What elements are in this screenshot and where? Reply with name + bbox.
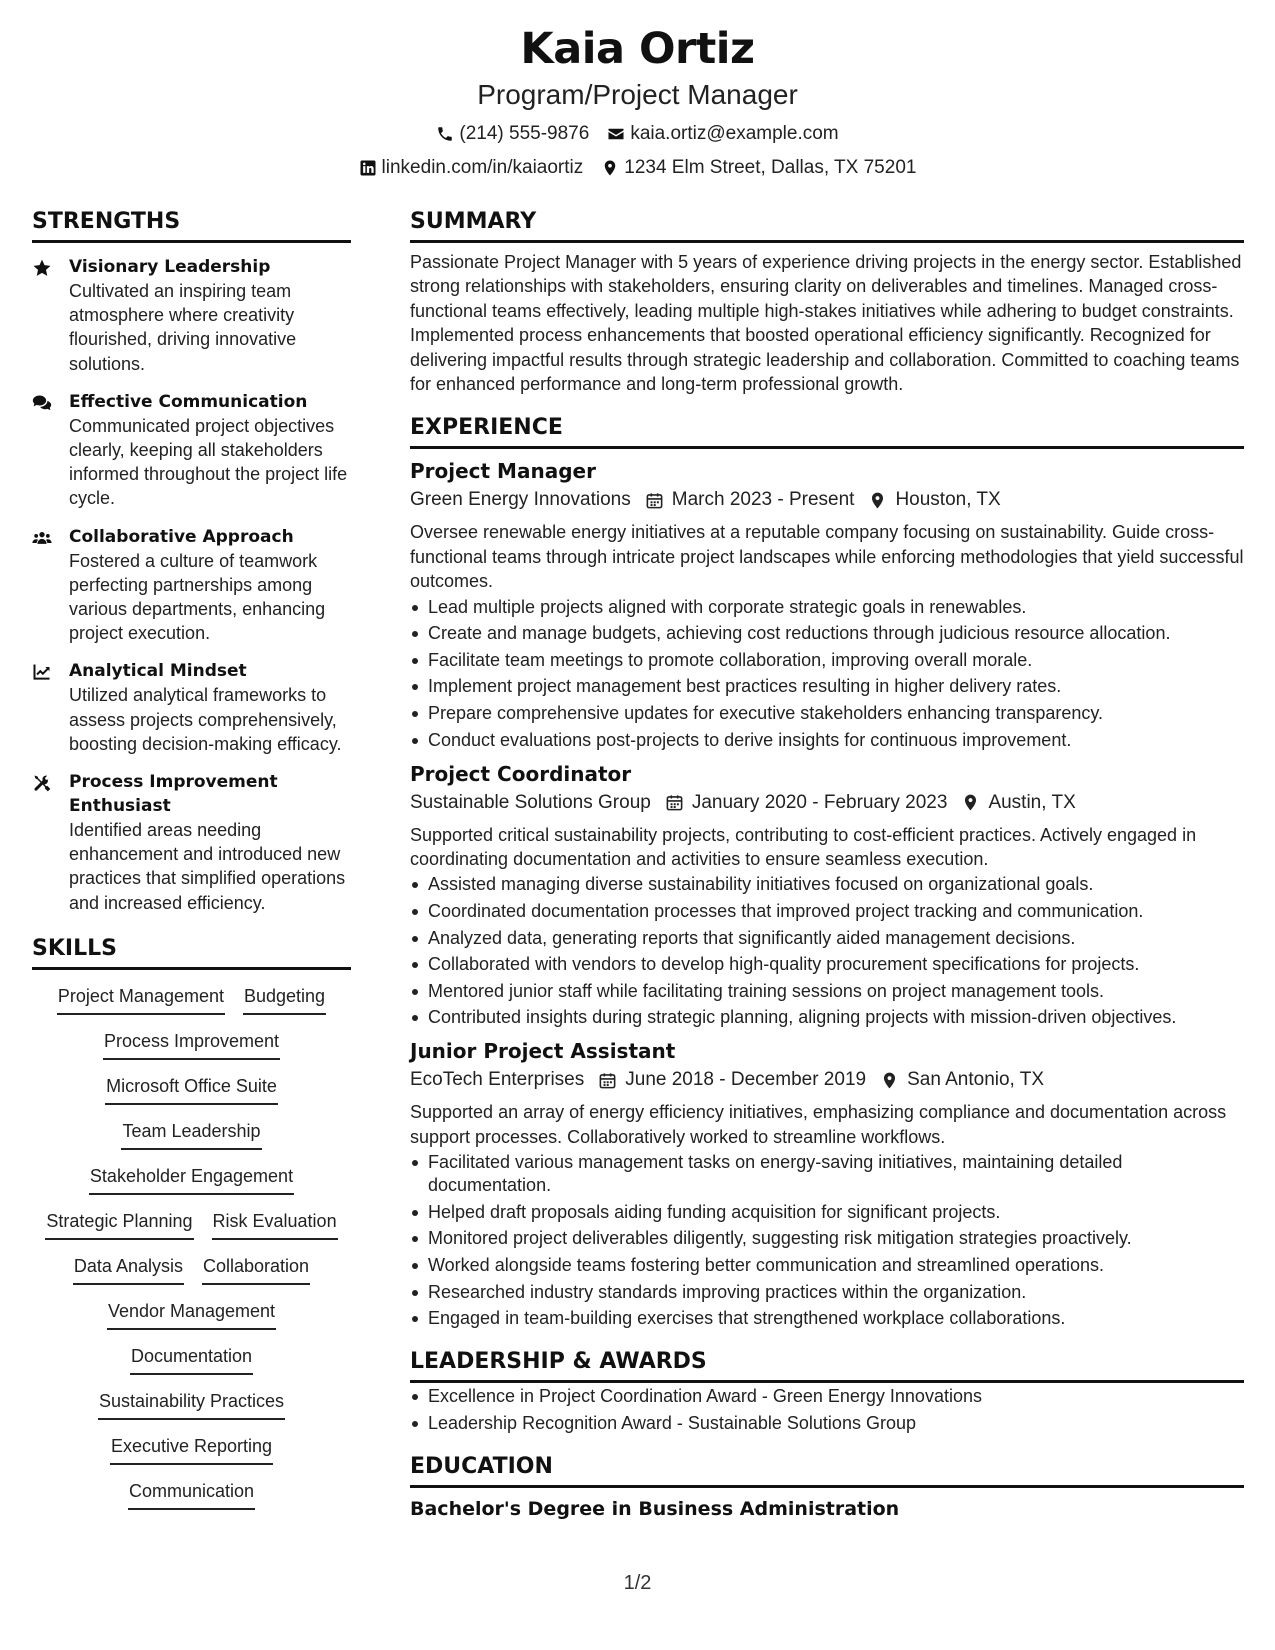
strength-desc: Utilized analytical frameworks to assess projects comprehensively, boosting decision-making efficacy. — [69, 685, 342, 754]
calendar-icon — [598, 1071, 617, 1090]
job-bullets — [410, 596, 1244, 752]
skill-tag: Documentation — [130, 1344, 253, 1375]
location-text: San Antonio, TX — [907, 1069, 1045, 1091]
skill-tag: Data Analysis — [73, 1254, 184, 1285]
phone-text: (214) 555-9876 — [459, 123, 590, 144]
skill-row — [32, 984, 351, 1029]
skill-tag: Stakeholder Engagement — [89, 1164, 294, 1195]
skill-row — [32, 1434, 351, 1479]
strength-desc: Fostered a culture of teamwork perfecting partnerships among various departments, enhancing project execution. — [69, 550, 326, 644]
skill-tag: Microsoft Office Suite — [105, 1074, 278, 1105]
strength-item — [32, 659, 351, 756]
linkedin-text[interactable]: linkedin.com/in/kaiaortiz — [381, 157, 584, 178]
job-dates — [598, 1066, 866, 1094]
education-degree: Bachelor's Degree in Business Administration — [410, 1497, 900, 1520]
skill-tag: Budgeting — [243, 984, 326, 1015]
awards-heading: LEADERSHIP & AWARDS — [410, 1348, 1244, 1383]
job-meta — [410, 486, 1244, 514]
summary-text: Passionate Project Manager with 5 years of experience driving projects in the energy sector. Established strong relationships with stakeholders, ensuring clarity on deliverables and timelines. Managed cross-functional teams effectively, leading multiple high-stakes initiatives while adhering to budget constraints. Implemented process enhancements that boosted operational efficiency significantly. Recognized for delivering impactful results through strategic leadership and collaboration. Committed to coaching teams for enhanced performance and long-term professional growth. — [410, 252, 1242, 395]
skills-section — [32, 935, 351, 1524]
strength-item — [32, 390, 351, 511]
skill-tag: Sustainability Practices — [98, 1389, 285, 1420]
strength-title: Collaborative Approach — [69, 526, 294, 547]
contact-row — [0, 156, 1275, 180]
strength-desc: Communicated project objectives clearly, keeping all stakeholders informed throughout the project life cycle. — [69, 415, 348, 509]
skill-row — [32, 1254, 351, 1299]
job-description: Supported critical sustainability projects, contributing to cost-efficient practices. Actively engaged in coordinating documentation and activities to ensure seamless execution. — [410, 824, 1197, 870]
job-entry — [410, 457, 1244, 751]
company-text: EcoTech Enterprises — [410, 1069, 585, 1091]
contact-row — [0, 122, 1275, 146]
left-column — [32, 208, 351, 1524]
contact-linkedin[interactable] — [359, 156, 584, 180]
job-entry — [410, 760, 1244, 1030]
list-item: Coordinated documentation processes that improved project tracking and communication. — [410, 900, 1244, 923]
candidate-name: Kaia Ortiz — [520, 24, 755, 74]
skill-tag: Process Improvement — [103, 1029, 280, 1060]
job-description: Oversee renewable energy initiatives at a reputable company focusing on sustainability. Guide cross-functional teams through intricate project landscapes while enforcing methodologies that yield successful outcomes. — [410, 522, 1244, 592]
list-item: Leadership Recognition Award - Sustainable Solutions Group — [410, 1412, 1244, 1435]
company-text: Sustainable Solutions Group — [410, 791, 651, 813]
list-item: Researched industry standards improving practices within the organization. — [410, 1281, 1244, 1304]
job-entry — [410, 1037, 1244, 1330]
job-meta — [410, 1066, 1244, 1094]
calendar-icon — [665, 793, 684, 812]
strength-item — [32, 255, 351, 376]
skill-row — [32, 1029, 351, 1074]
list-item: Conduct evaluations post-projects to derive insights for continuous improvement. — [410, 729, 1244, 752]
strengths-list — [32, 255, 351, 915]
job-title: Junior Project Assistant — [410, 1039, 676, 1064]
page-number: 1/2 — [623, 1572, 652, 1594]
job-company — [410, 789, 651, 817]
job-location — [868, 486, 1000, 514]
skills-list — [32, 984, 351, 1524]
education-heading: EDUCATION — [410, 1453, 1244, 1488]
users-icon — [32, 525, 69, 646]
location-text: Houston, TX — [895, 489, 1001, 511]
list-item: Helped draft proposals aiding funding acquisition for significant projects. — [410, 1201, 1244, 1224]
resume-header — [0, 22, 1275, 180]
job-title: Project Manager — [410, 459, 596, 484]
list-item: Engaged in team-building exercises that strengthened workplace collaborations. — [410, 1307, 1244, 1330]
skill-tag: Vendor Management — [107, 1299, 276, 1330]
right-column — [410, 208, 1244, 1522]
strengths-heading: STRENGTHS — [32, 208, 351, 243]
list-item: Prepare comprehensive updates for executive stakeholders enhancing transparency. — [410, 702, 1244, 725]
phone-icon — [436, 125, 454, 143]
calendar-icon — [645, 491, 664, 510]
list-item: Monitored project deliverables diligently, suggesting risk mitigation strategies proactively. — [410, 1227, 1244, 1250]
skill-tag: Risk Evaluation — [212, 1209, 338, 1240]
dates-text: June 2018 - December 2019 — [625, 1069, 867, 1091]
skill-row — [32, 1164, 351, 1209]
strength-item — [32, 770, 351, 915]
skill-tag: Strategic Planning — [45, 1209, 193, 1240]
skill-tag: Team Leadership — [121, 1119, 261, 1150]
list-item: Collaborated with vendors to develop high-quality procurement specifications for projects. — [410, 953, 1244, 976]
envelope-icon — [607, 125, 625, 143]
star-icon — [32, 255, 69, 376]
map-pin-icon — [961, 793, 980, 812]
skill-row — [32, 1074, 351, 1119]
list-item: Contributed insights during strategic planning, aligning projects with mission-driven objectives. — [410, 1006, 1244, 1029]
strength-item — [32, 525, 351, 646]
strength-title: Analytical Mindset — [69, 661, 247, 682]
linkedin-icon — [359, 159, 377, 177]
strength-desc: Identified areas needing enhancement and introduced new practices that simplified operations and increased efficiency. — [69, 820, 346, 913]
skill-tag: Project Management — [57, 984, 225, 1015]
skill-tag: Collaboration — [202, 1254, 310, 1285]
candidate-title: Program/Project Manager — [477, 79, 798, 110]
job-location — [880, 1066, 1044, 1094]
skills-heading: SKILLS — [32, 935, 351, 970]
skill-row — [32, 1299, 351, 1344]
strength-title: Process Improvement Enthusiast — [69, 772, 278, 817]
job-description: Supported an array of energy efficiency initiatives, emphasizing compliance and documentation across support processes. Collaboratively worked to streamline workflows. — [410, 1102, 1227, 1147]
map-pin-icon — [880, 1071, 899, 1090]
job-company — [410, 1066, 584, 1094]
list-item: Analyzed data, generating reports that significantly aided management decisions. — [410, 927, 1244, 950]
contact-email[interactable] — [607, 122, 838, 146]
skill-row — [32, 1344, 351, 1389]
skill-row — [32, 1119, 351, 1164]
job-dates — [645, 486, 855, 514]
list-item: Lead multiple projects aligned with corporate strategic goals in renewables. — [410, 596, 1244, 619]
location-text: Austin, TX — [988, 791, 1076, 813]
company-text: Green Energy Innovations — [410, 489, 631, 511]
awards-list — [410, 1385, 1244, 1435]
strength-title: Visionary Leadership — [69, 257, 271, 277]
list-item: Facilitated various management tasks on energy-saving initiatives, maintaining detailed documentation. — [410, 1151, 1244, 1197]
strength-title: Effective Communication — [69, 391, 308, 412]
list-item: Create and manage budgets, achieving cost reductions through judicious resource allocation. — [410, 622, 1244, 645]
skill-tag: Executive Reporting — [110, 1434, 273, 1465]
job-title: Project Coordinator — [410, 761, 632, 786]
job-company — [410, 486, 631, 514]
skill-tag: Communication — [128, 1479, 255, 1510]
skill-row — [32, 1479, 351, 1524]
tools-icon — [32, 770, 69, 915]
comments-icon — [32, 390, 69, 511]
map-pin-icon — [601, 159, 619, 177]
list-item: Facilitate team meetings to promote collaboration, improving overall morale. — [410, 649, 1244, 672]
contact-address — [601, 156, 916, 180]
job-bullets — [410, 1151, 1244, 1330]
job-bullets — [410, 873, 1244, 1029]
contact-phone — [436, 122, 589, 146]
list-item: Worked alongside teams fostering better communication and streamlined operations. — [410, 1254, 1244, 1277]
job-meta — [410, 789, 1244, 817]
summary-heading: SUMMARY — [410, 208, 1244, 243]
list-item: Excellence in Project Coordination Award - Green Energy Innovations — [410, 1385, 1244, 1408]
address-text: 1234 Elm Street, Dallas, TX 75201 — [624, 157, 917, 178]
list-item: Implement project management best practices resulting in higher delivery rates. — [410, 675, 1244, 698]
dates-text: March 2023 - Present — [671, 489, 855, 511]
dates-text: January 2020 - February 2023 — [691, 791, 948, 813]
experience-heading: EXPERIENCE — [410, 414, 1244, 449]
skill-row — [32, 1389, 351, 1434]
chart-line-icon — [32, 659, 69, 756]
list-item: Mentored junior staff while facilitating training sessions on project management tools. — [410, 980, 1244, 1003]
skill-row — [32, 1209, 351, 1254]
strength-desc: Cultivated an inspiring team atmosphere where creativity flourished, driving innovative solutions. — [69, 281, 297, 374]
email-text[interactable]: kaia.ortiz@example.com — [630, 123, 839, 144]
job-dates — [665, 789, 948, 817]
map-pin-icon — [868, 491, 887, 510]
list-item: Assisted managing diverse sustainability initiatives focused on organizational goals. — [410, 873, 1244, 896]
job-location — [961, 789, 1075, 817]
